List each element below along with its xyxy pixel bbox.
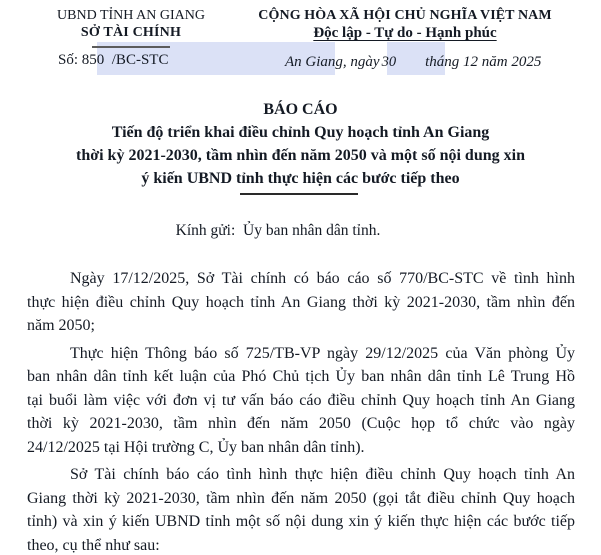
national-title: CỘNG HÒA XÃ HỘI CHỦ NGHĨA VIỆT NAM: [258, 8, 552, 23]
org-parent-name: UBND TỈNH AN GIANG: [57, 8, 205, 23]
doc-type-heading: BÁO CÁO: [263, 101, 338, 118]
org-name: SỞ TÀI CHÍNH: [80, 25, 182, 40]
title-line: ý kiến UBND tỉnh thực hiện các bước tiếp theo: [141, 170, 460, 187]
org-divider-line: [92, 46, 170, 48]
issuing-org-block: [38, 7, 224, 48]
body-line: Ngày 17/12/2025, Sở Tài chính có báo cáo số 770/BC-STC về tình hình: [70, 270, 575, 287]
paragraph: [27, 342, 575, 460]
document-title-block: [0, 98, 601, 195]
national-motto: Độc lập - Tự do - Hạnh phúc: [313, 25, 497, 41]
doc-number-line: [58, 52, 168, 69]
body-line: tại buổi làm việc với đơn vị tư vấn báo cáo điều chỉnh Quy hoạch tỉnh An Giang: [27, 391, 575, 409]
title-line: thời kỳ 2021-2030, tầm nhìn đến năm 2050 và một số nội dung xin: [76, 147, 525, 164]
title-line: Tiến độ triển khai điều chỉnh Quy hoạch tỉnh An Giang: [111, 124, 490, 141]
body-line: năm 2050;: [27, 317, 95, 334]
salutation-line: Kính gửi: Ủy ban nhân dân tỉnh.: [175, 222, 381, 239]
national-header-block: [243, 7, 567, 42]
date-day-value[interactable]: 30: [381, 54, 397, 70]
body-line: tỉnh) và xin ý kiến UBND tỉnh một số nội dung xin ý kiến thực hiện các bước tiếp: [27, 513, 575, 530]
doc-number-label: Số:: [58, 52, 79, 68]
date-prefix: An Giang, ngày: [285, 54, 380, 70]
doc-number-value[interactable]: 850 /BC-STC: [81, 52, 169, 68]
paragraph: [27, 463, 575, 555]
body-line: Thực hiện Thông báo số 725/TB-VP ngày 29/12/2025 của Văn phòng Ủy: [70, 344, 575, 362]
body-text: [27, 267, 575, 555]
title-divider-line: [240, 193, 358, 195]
body-line: Sở Tài chính báo cáo tình hình thực hiện điều chỉnh Quy hoạch tỉnh An: [70, 466, 575, 483]
body-line: ban nhân dân tỉnh kết luận của Phó Chủ tịch Ủy ban nhân dân tỉnh Lê Trung Hồ: [27, 368, 575, 385]
place-date-line: [285, 54, 541, 71]
body-line: 24/12/2025 tại Hội trường C, Ủy ban nhân dân tỉnh).: [27, 438, 365, 456]
body-line: thời kỳ 2021-2030, tầm nhìn đến năm 2050 (Cuộc họp tổ chức vào ngày: [27, 415, 575, 432]
body-line: Giang thời kỳ 2021-2030, tầm nhìn đến năm 2050 (gọi tắt điều chỉnh Quy hoạch: [27, 489, 575, 507]
body-line: thực hiện điều chỉnh Quy hoạch tỉnh An Giang thời kỳ 2021-2030, tầm nhìn đến: [27, 293, 575, 311]
body-line: theo, cụ thể như sau:: [27, 536, 160, 554]
paragraph: [27, 267, 575, 338]
date-suffix: tháng 12 năm 2025: [425, 54, 542, 70]
